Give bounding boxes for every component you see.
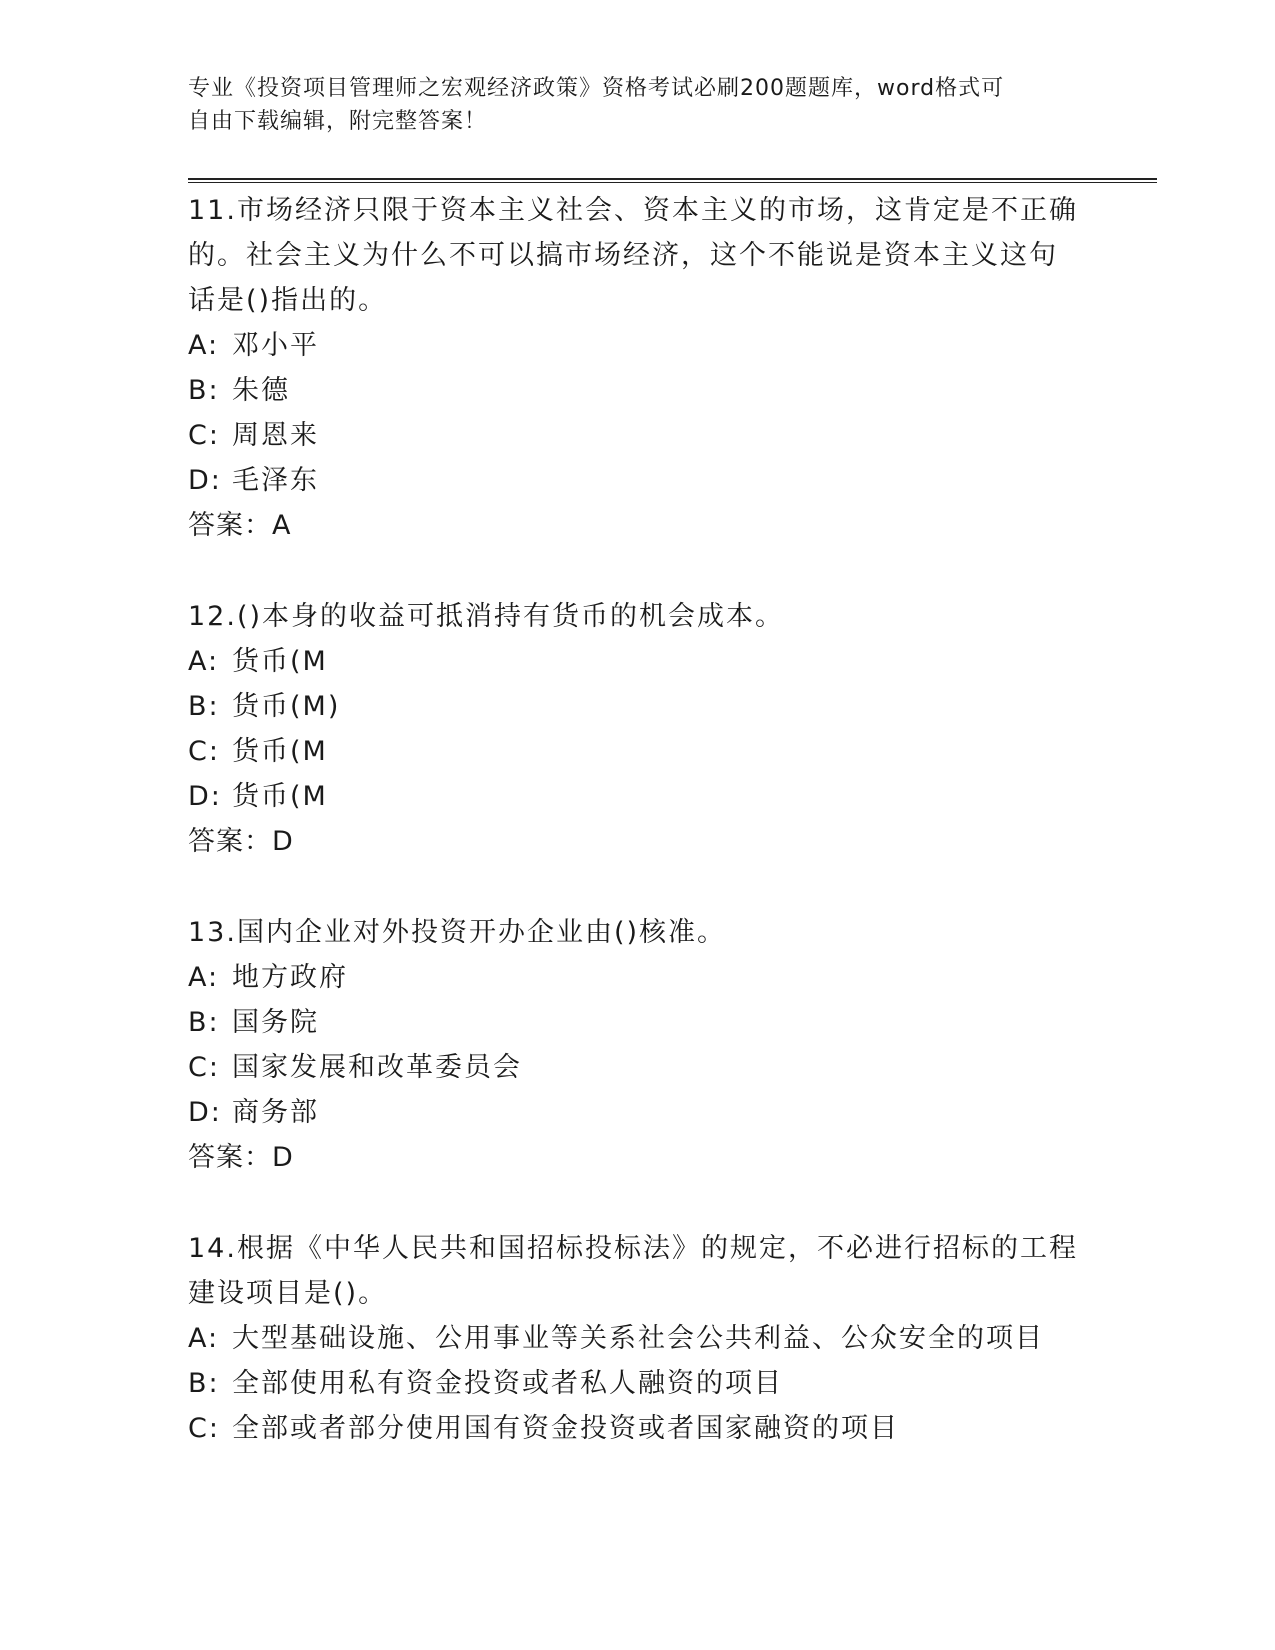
stem-line: 建设项目是()。 — [188, 1278, 388, 1309]
option-letter: B: — [188, 1368, 220, 1399]
stem-line: 13.国内企业对外投资开办企业由()核准。 — [188, 917, 727, 948]
option-c — [188, 729, 1088, 774]
option-letter: A: — [188, 1323, 220, 1354]
option-d — [188, 458, 1088, 503]
stem-line: 话是()指出的。 — [188, 285, 388, 316]
option-letter: B: — [188, 375, 220, 406]
option-letter: A: — [188, 962, 220, 993]
option-letter: A: — [188, 330, 220, 361]
question-stem — [188, 1226, 1088, 1316]
option-b — [188, 684, 1088, 729]
stem-line: 的。社会主义为什么不可以搞市场经济，这个不能说是资本主义这句 — [188, 240, 1058, 271]
question-stem — [188, 910, 1088, 955]
option-text: 全部使用私有资金投资或者私人融资的项目 — [232, 1368, 783, 1399]
option-letter: D: — [188, 1097, 222, 1128]
option-letter: C: — [188, 736, 220, 767]
option-a — [188, 955, 1088, 1000]
question-11 — [188, 188, 1088, 548]
option-b — [188, 1000, 1088, 1045]
question-stem — [188, 188, 1088, 323]
option-d — [188, 774, 1088, 819]
answer-line: 答案：D — [188, 826, 294, 857]
document-header — [188, 72, 1068, 138]
option-letter: C: — [188, 420, 220, 451]
option-b — [188, 368, 1088, 413]
option-a — [188, 323, 1088, 368]
option-c — [188, 1406, 1088, 1451]
option-text: 商务部 — [232, 1097, 319, 1128]
option-letter: C: — [188, 1052, 220, 1083]
option-c — [188, 413, 1088, 458]
option-letter: D: — [188, 781, 222, 812]
question-12 — [188, 594, 1088, 864]
option-text: 货币(M — [232, 781, 328, 812]
option-text: 货币(M) — [232, 691, 341, 722]
option-a — [188, 639, 1088, 684]
header-divider — [188, 178, 1157, 183]
stem-line: 11.市场经济只限于资本主义社会、资本主义的市场，这肯定是不正确 — [188, 195, 1078, 226]
option-b — [188, 1361, 1088, 1406]
option-text: 国家发展和改革委员会 — [232, 1052, 522, 1083]
option-text: 邓小平 — [232, 330, 319, 361]
header-line-2: 自由下载编辑，附完整答案！ — [188, 109, 488, 134]
option-letter: C: — [188, 1413, 220, 1444]
question-list — [188, 188, 1088, 1497]
stem-line: 14.根据《中华人民共和国招标投标法》的规定，不必进行招标的工程 — [188, 1233, 1078, 1264]
option-text: 地方政府 — [232, 962, 348, 993]
option-d — [188, 1090, 1088, 1135]
answer-line: 答案：A — [188, 510, 292, 541]
answer-line: 答案：D — [188, 1142, 294, 1173]
option-letter: D: — [188, 465, 222, 496]
option-text: 毛泽东 — [232, 465, 319, 496]
option-a — [188, 1316, 1088, 1361]
option-letter: A: — [188, 646, 220, 677]
option-text: 大型基础设施、公用事业等关系社会公共利益、公众安全的项目 — [232, 1323, 1044, 1354]
question-13 — [188, 910, 1088, 1180]
option-letter: B: — [188, 691, 220, 722]
header-line-1: 专业《投资项目管理师之宏观经济政策》资格考试必刷200题题库，word格式可 — [188, 76, 1005, 101]
option-text: 国务院 — [232, 1007, 319, 1038]
stem-line: 12.()本身的收益可抵消持有货币的机会成本。 — [188, 601, 785, 632]
option-text: 货币(M — [232, 646, 328, 677]
option-text: 周恩来 — [232, 420, 319, 451]
option-c — [188, 1045, 1088, 1090]
option-letter: B: — [188, 1007, 220, 1038]
option-text: 货币(M — [232, 736, 328, 767]
question-14 — [188, 1226, 1088, 1451]
question-stem — [188, 594, 1088, 639]
option-text: 全部或者部分使用国有资金投资或者国家融资的项目 — [232, 1413, 899, 1444]
option-text: 朱德 — [232, 375, 290, 406]
